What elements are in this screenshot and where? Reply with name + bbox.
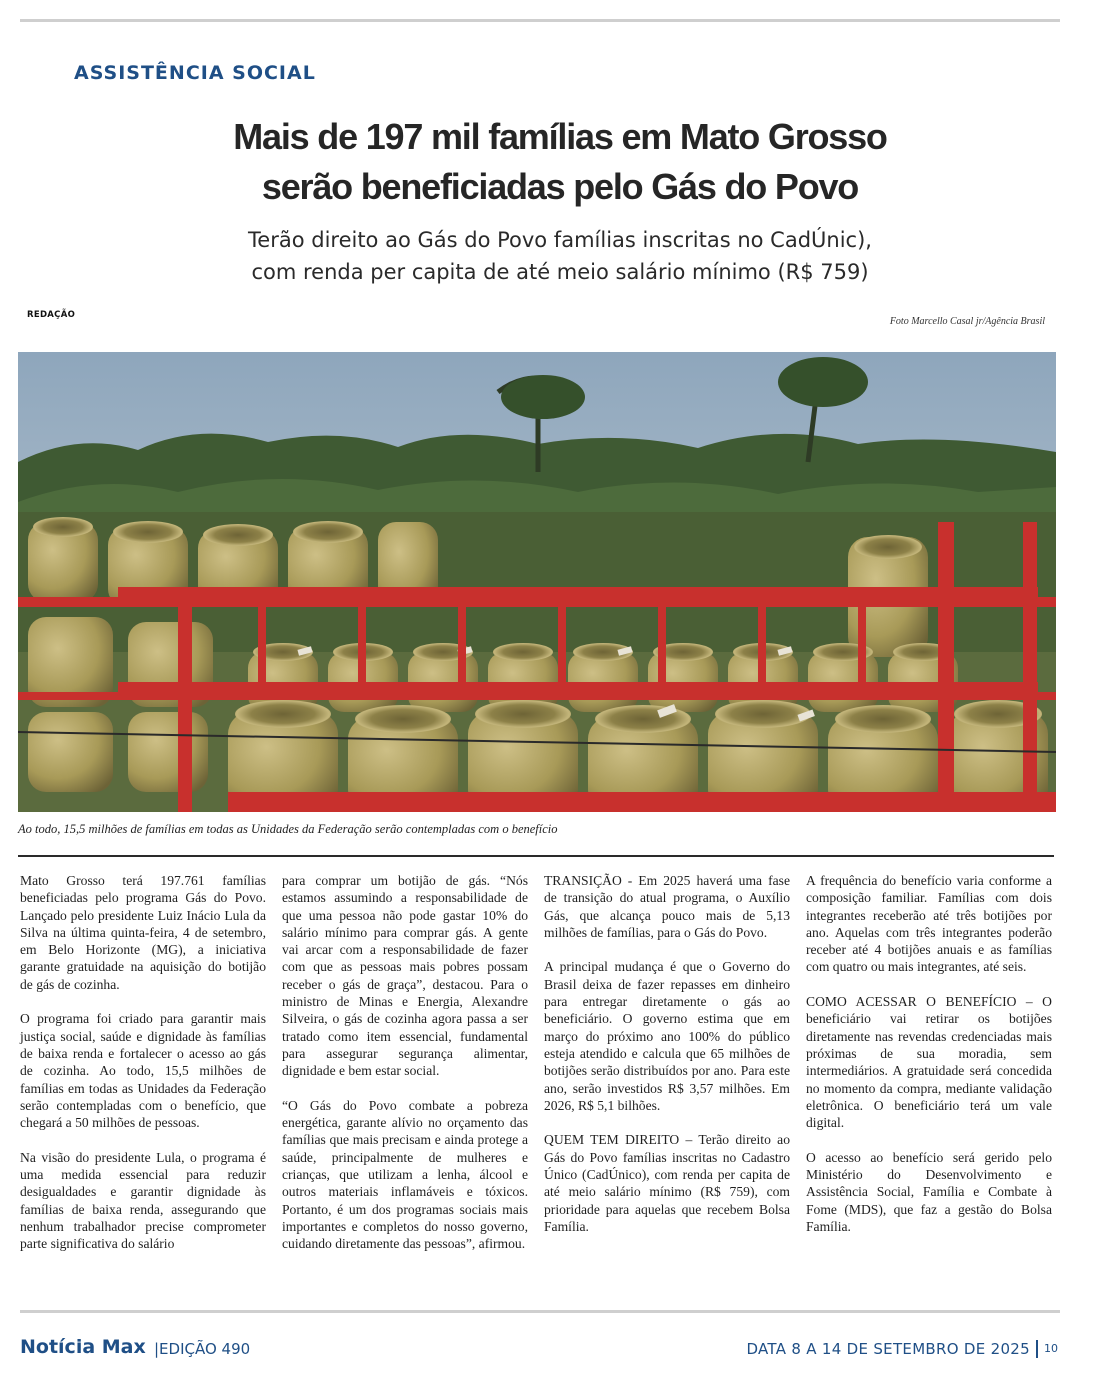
subheadline-line-2: com renda per capita de até meio salário mínimo (R$ 759) — [251, 260, 869, 284]
column-4 — [806, 872, 1052, 1253]
paragraph: QUEM TEM DIREITO – Terão direito ao Gás do Povo famílias inscritas no Cadastro Único (CadÚnico), com renda per capita de até meio salário mínimo (R$ 759), com prioridade para aquelas que recebem Bolsa Família. — [544, 1132, 790, 1234]
photo-caption: Ao todo, 15,5 milhões de famílias em todas as Unidades da Federação serão contempladas com o benefício — [18, 822, 558, 836]
divider-rule — [18, 855, 1054, 857]
paragraph: A principal mudança é que o Governo do Brasil deixa de fazer repasses em dinheiro para entregar diretamente o gás ao beneficiário. O governo estima que em março do próximo ano 100% do público esteja atendido e calcula que 65 milhões de botijões serão distribuídos por ano. Para este ano, serão investidos R$ 3,57 milhões. Em 2026, R$ 5,1 bilhões. — [544, 959, 790, 1113]
headline-line-1: Mais de 197 mil famílias em Mato Grosso — [233, 116, 887, 157]
column-3 — [544, 872, 790, 1253]
subheadline-line-1: Terão direito ao Gás do Povo famílias inscritas no CadÚnic), — [248, 228, 872, 252]
paragraph: O programa foi criado para garantir mais justiça social, saúde e dignidade às famílias de baixa renda e fortalecer o acesso ao gás de cozinha. Ao todo, 15,5 milhões de famílias em todas as Unidades da Federação serão contempladas com o benefício, que chegará a 50 milhões de pessoas. — [20, 1011, 266, 1131]
gas-cylinders-truck-illustration — [18, 352, 1056, 812]
paragraph: “O Gás do Povo combate a pobreza energética, garante alívio no orçamento das famílias que mais precisam e ainda protege a saúde, principalmente de mulheres e crianças, que utilizam a lenha, álcool e outros materiais inflamáveis e tóxicos. Portanto, é um dos programas sociais mais importantes e completos do nosso governo, cuidando diretamente das pessoas”, afirmou. — [282, 1097, 528, 1252]
paragraph: para comprar um botijão de gás. “Nós estamos assumindo a responsabilidade de que uma pessoa não pode gastar 10% do salário mínimo para comprar gás. A gente vai arcar com a responsabilidade de fazer com que as pessoas mais pobres possam receber o gás de graça”, destacou. Para o ministro de Minas e Energia, Alexandre Silveira, o gás de cozinha agora passa a ser tratado como item essencial, fundamental para assegurar segurança alimentar, dignidade e bem estar social. — [282, 873, 528, 1079]
footer-rule — [20, 1310, 1060, 1313]
photo-credit: Foto Marcello Casal jr/Agência Brasil — [889, 316, 1045, 327]
publication-date: DATA 8 A 14 DE SETEMBRO DE 2025 — [746, 1340, 1030, 1358]
paragraph: Mato Grosso terá 197.761 famílias beneficiadas pelo programa Gás do Povo. Lançado pelo presidente Luiz Inácio Lula da Silva na última quinta-feira, 4 de setembro, em Belo Horizonte (MG), a iniciativa garante gratuidade na aquisição do botijão de gás de cozinha. — [20, 873, 266, 992]
paragraph: Na visão do presidente Lula, o programa é uma medida essencial para reduzir desigualdades e garantir dignidade às famílias de baixa renda, assegurando que nenhum trabalhador precise comprometer parte significativa do salário — [20, 1149, 266, 1252]
headline — [60, 112, 1060, 212]
column-2 — [282, 872, 528, 1270]
column-1 — [20, 872, 266, 1270]
publication-name: Notícia Max — [20, 1336, 146, 1358]
subheadline — [60, 224, 1060, 288]
article-body — [20, 872, 1054, 1302]
paragraph: A frequência do benefício varia conforme a composição familiar. Famílias com dois integrantes receberão até três botijões por ano. Aquelas com três integrantes poderão receber até 4 botijões anuais e as famílias com quatro ou mais integrantes, até seis. — [806, 873, 1052, 975]
paragraph: O acesso ao benefício será gerido pelo Ministério do Desenvolvimento e Assistência Social, Família e Combate à Fome (MDS), que faz a gestão do Bolsa Família. — [806, 1149, 1052, 1234]
section-label: ASSISTÊNCIA SOCIAL — [74, 62, 316, 84]
paragraph: TRANSIÇÃO - Em 2025 haverá uma fase de transição do atual programa, o Auxílio Gás, que alcança pouco mais de 5,13 milhões de famílias, para o Gás do Povo. — [544, 873, 790, 940]
edition-number: |EDIÇÃO 490 — [154, 1340, 251, 1358]
top-rule — [20, 19, 1060, 22]
byline: REDAÇÃO — [27, 310, 76, 320]
page-footer — [20, 1336, 1058, 1364]
article-photo — [18, 352, 1056, 812]
headline-line-2: serão beneficiadas pelo Gás do Povo — [261, 166, 859, 207]
paragraph: COMO ACESSAR O BENEFÍCIO – O beneficiário vai retirar os botijões diretamente nas revendas credenciadas mais próximas de sua moradia, sem intermediários. A gratuidade será concedida no momento da compra, mediante validação eletrônica. O beneficiário terá um vale digital. — [806, 994, 1052, 1131]
page-number: 10 — [1036, 1340, 1058, 1358]
